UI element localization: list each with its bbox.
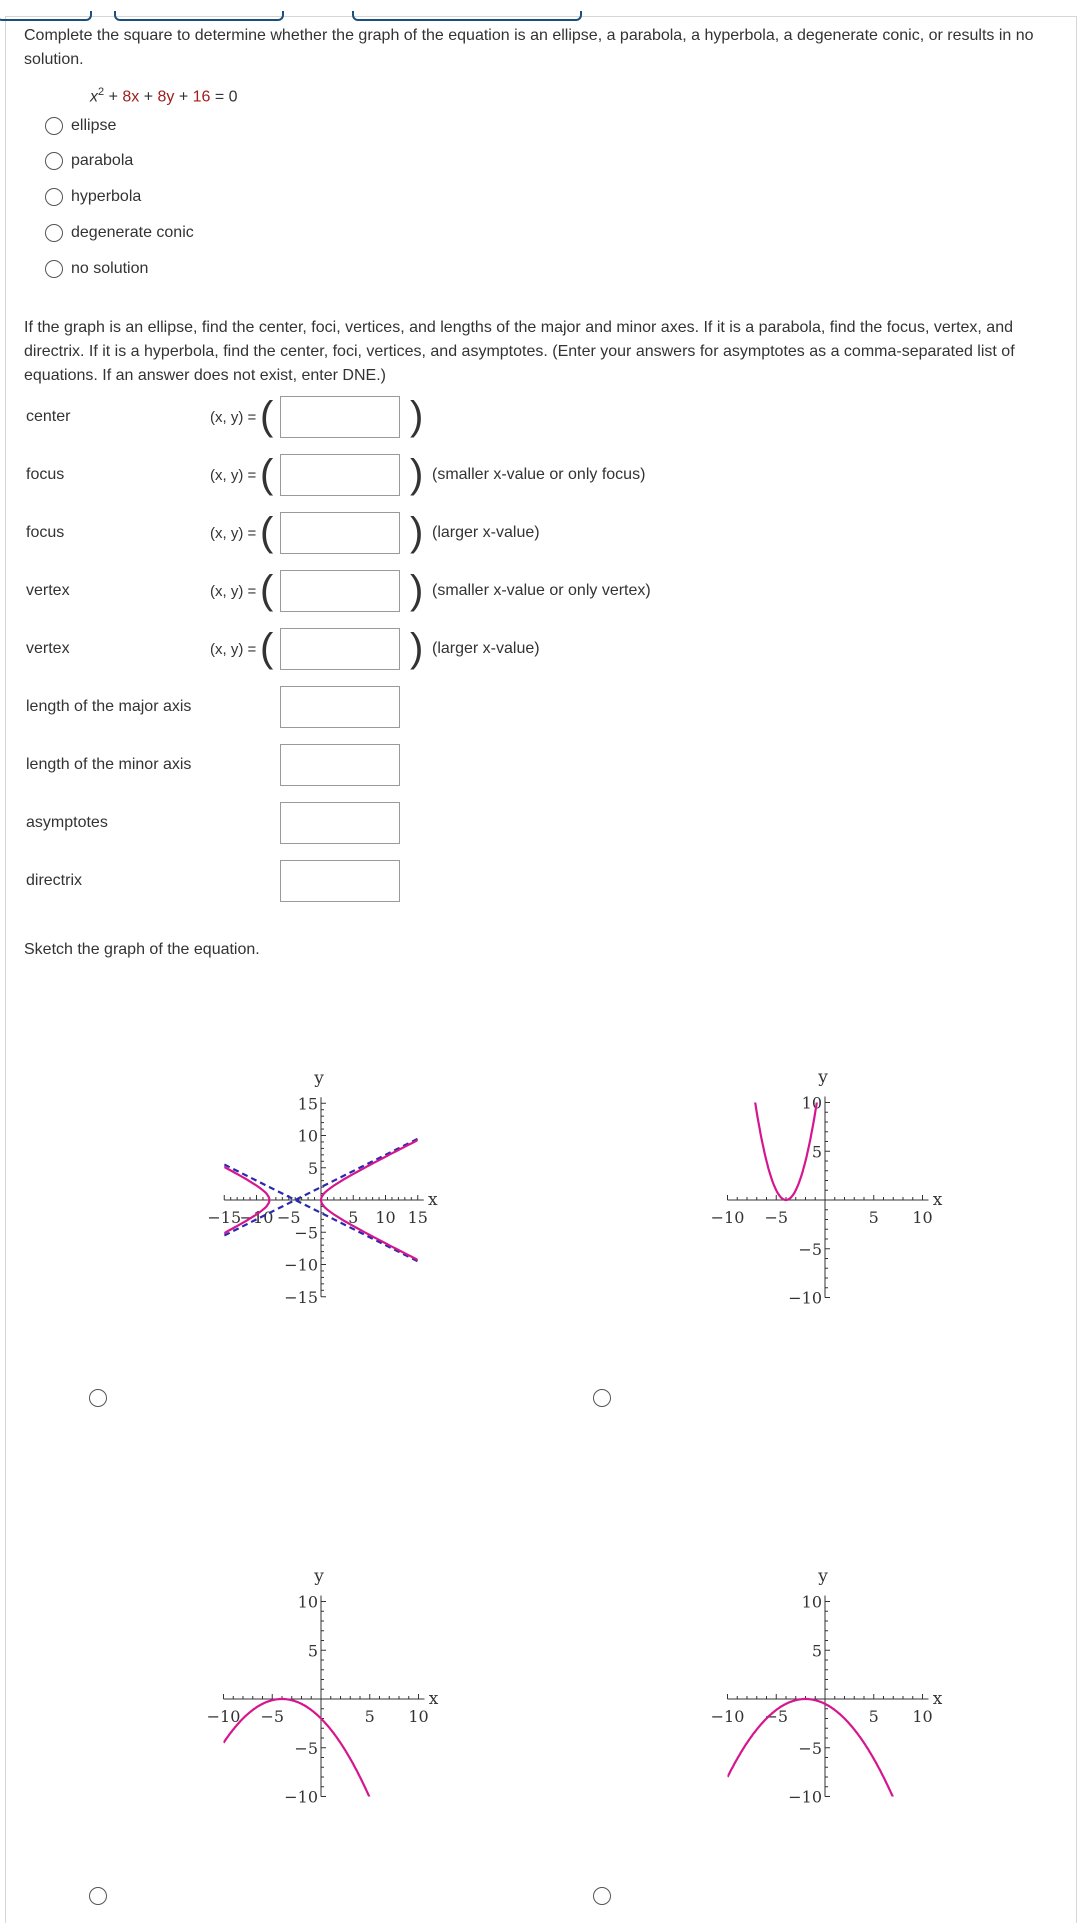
question-prompt: Complete the square to determine whether the graph of the equation is an ellipse, a parabola, a hyperbola, a degenerate conic, or results in no solution. (24, 27, 1034, 68)
open-paren: ( (260, 394, 274, 438)
answer-input[interactable] (280, 512, 400, 554)
answer-input[interactable] (280, 686, 400, 728)
y-tick-label: 5 (307, 1158, 318, 1178)
option-radio-4[interactable] (45, 224, 63, 242)
x-tick-label: −5 (764, 1208, 789, 1227)
option-label[interactable]: no solution (71, 260, 149, 277)
y-tick-label: −15 (284, 1287, 318, 1307)
y-tick-label: −5 (294, 1223, 318, 1243)
graph-option-4-radio[interactable] (593, 1887, 611, 1905)
answer-input[interactable] (280, 454, 400, 496)
y-tick-label: 5 (811, 1142, 822, 1162)
option-label[interactable]: ellipse (71, 117, 117, 134)
close-paren: ) (410, 626, 424, 670)
graph-option-3-radio[interactable] (89, 1887, 107, 1905)
y-tick-label: −10 (788, 1288, 822, 1308)
row-hint: (larger x-value) (432, 640, 540, 657)
y-tick-label: −10 (788, 1787, 822, 1807)
y-tick-label: −5 (294, 1738, 318, 1758)
y-tick-label: −10 (284, 1255, 318, 1275)
open-paren: ( (260, 510, 274, 554)
graph-option-2-radio[interactable] (593, 1389, 611, 1407)
x-tick-label: 10 (375, 1208, 396, 1227)
x-tick-label: 5 (364, 1707, 375, 1726)
option-radio-5[interactable] (45, 260, 63, 278)
y-axis-label: y (818, 1566, 828, 1587)
x-tick-label: 10 (912, 1707, 933, 1726)
close-paren: ) (410, 452, 424, 496)
y-tick-label: −10 (284, 1787, 318, 1807)
x-tick-label: 10 (912, 1208, 933, 1227)
answer-input[interactable] (280, 860, 400, 902)
y-axis-label: y (314, 1068, 324, 1089)
option-radio-3[interactable] (45, 188, 63, 206)
question-frame (5, 16, 1077, 1923)
x-tick-label: 5 (868, 1208, 879, 1227)
open-paren: ( (260, 452, 274, 496)
x-axis-label: x (427, 1190, 438, 1210)
close-paren: ) (410, 510, 424, 554)
x-tick-label: −10 (206, 1707, 241, 1726)
top-tab[interactable] (0, 11, 92, 21)
xy-label: (x, y) = (210, 467, 257, 484)
option-radio-1[interactable] (45, 117, 63, 135)
close-paren: ) (410, 568, 424, 612)
x-tick-label: 15 (407, 1208, 428, 1227)
option-radio-2[interactable] (45, 152, 63, 170)
x-tick-label: 5 (868, 1707, 879, 1726)
row-label: center (26, 408, 71, 425)
row-hint: (smaller x-value or only focus) (432, 466, 646, 483)
y-tick-label: 5 (811, 1641, 822, 1661)
xy-label: (x, y) = (210, 525, 257, 542)
top-tab[interactable] (352, 11, 582, 21)
row-label: length of the major axis (26, 698, 192, 715)
row-label: focus (26, 466, 65, 483)
x-tick-label: −15 (207, 1208, 242, 1227)
row-hint: (larger x-value) (432, 524, 540, 541)
row-label: directrix (26, 872, 83, 889)
x-tick-label: −10 (239, 1208, 274, 1227)
row-label: length of the minor axis (26, 756, 192, 773)
y-tick-label: −5 (798, 1239, 822, 1259)
x-tick-label: −5 (764, 1707, 789, 1726)
option-label[interactable]: hyperbola (71, 188, 142, 205)
y-tick-label: −5 (798, 1738, 822, 1758)
x-tick-label: 10 (408, 1707, 429, 1726)
y-axis-label: y (314, 1566, 324, 1587)
y-axis-label: y (818, 1067, 828, 1088)
x-tick-label: −5 (260, 1707, 285, 1726)
x-axis-label: x (932, 1689, 943, 1709)
option-label[interactable]: degenerate conic (71, 224, 194, 241)
y-tick-label: 10 (297, 1592, 318, 1612)
open-paren: ( (260, 626, 274, 670)
y-tick-label: 15 (297, 1094, 318, 1114)
xy-label: (x, y) = (210, 583, 257, 600)
row-label: vertex (26, 582, 70, 599)
top-tab[interactable] (114, 11, 284, 21)
option-label[interactable]: parabola (71, 152, 134, 169)
y-tick-label: 5 (307, 1641, 318, 1661)
answer-input[interactable] (280, 802, 400, 844)
close-paren: ) (410, 394, 424, 438)
y-tick-label: 10 (801, 1592, 822, 1612)
x-tick-label: 5 (348, 1208, 359, 1227)
answer-input[interactable] (280, 628, 400, 670)
x-tick-label: −10 (710, 1208, 745, 1227)
sketch-prompt: Sketch the graph of the equation. (24, 941, 260, 958)
row-label: asymptotes (26, 814, 108, 831)
x-tick-label: −10 (710, 1707, 745, 1726)
graph-option-1-radio[interactable] (89, 1389, 107, 1407)
answer-input[interactable] (280, 744, 400, 786)
x-tick-label: −5 (276, 1208, 301, 1227)
equation: $x^2 + 8x + 8y + 16 = 0$ (90, 86, 238, 106)
x-axis-label: x (428, 1689, 439, 1709)
answer-input[interactable] (280, 396, 400, 438)
row-label: focus (26, 524, 65, 541)
xy-label: (x, y) = (210, 409, 257, 426)
part2-prompt: If the graph is an ellipse, find the center, foci, vertices, and lengths of the major and minor axes. If it is a parabola, find the focus, vertex, and directrix. If it is a hyperbola, find the center, foci, vertices, and asymptotes. (Enter your answers for asymptotes as a comma-separated list of equations. If an answer does not exist, enter DNE.) (24, 319, 1015, 384)
xy-label: (x, y) = (210, 641, 257, 658)
row-label: vertex (26, 640, 70, 657)
y-tick-label: 10 (297, 1126, 318, 1146)
open-paren: ( (260, 568, 274, 612)
x-axis-label: x (932, 1190, 943, 1210)
answer-input[interactable] (280, 570, 400, 612)
row-hint: (smaller x-value or only vertex) (432, 582, 651, 599)
y-tick-label: 10 (801, 1093, 822, 1113)
